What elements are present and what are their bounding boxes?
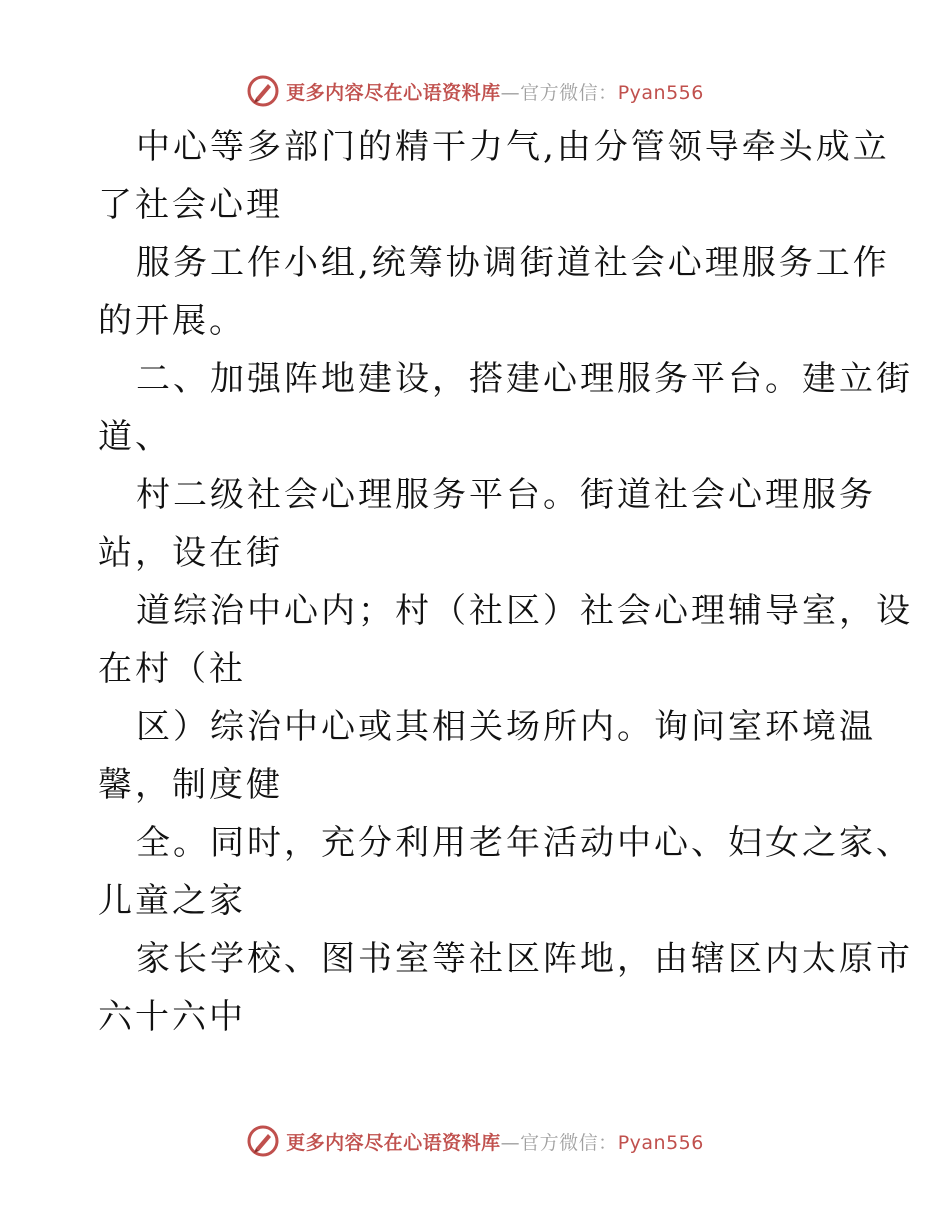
header-watermark <box>0 71 950 111</box>
text-line: 全。同时，充分利用老年活动中心、妇女之家、 <box>136 823 913 863</box>
text-line: 道、 <box>98 417 172 457</box>
text-line: 在村（社 <box>98 649 246 689</box>
watermark-separator: — <box>500 81 521 104</box>
watermark-text <box>286 1128 704 1155</box>
text-line: 区）综治中心或其相关场所内。询问室环境温 <box>136 707 876 747</box>
text-line: 中心等多部门的精干力气,由分管领导牵头成立 <box>136 127 890 167</box>
watermark-separator: — <box>500 1131 521 1154</box>
text-line: 儿童之家 <box>98 881 246 921</box>
watermark-wechat-id: Pyan556 <box>617 1131 704 1154</box>
footer-watermark <box>0 1121 950 1161</box>
text-line: 道综治中心内；村（社区）社会心理辅导室，设 <box>136 591 913 631</box>
text-line: 的开展。 <box>98 301 246 341</box>
watermark-text <box>286 78 704 105</box>
text-line: 村二级社会心理服务平台。街道社会心理服务 <box>136 475 876 515</box>
text-line: 服务工作小组,统筹协调街道社会心理服务工作 <box>136 243 890 283</box>
text-line: 站，设在街 <box>98 533 283 573</box>
watermark-wechat-label: 官方微信： <box>520 81 618 104</box>
pen-logo-icon <box>246 1124 280 1158</box>
text-line: 家长学校、图书室等社区阵地，由辖区内太原市 <box>136 939 913 979</box>
pen-logo-icon <box>246 74 280 108</box>
text-line: 二、加强阵地建设，搭建心理服务平台。建立街 <box>136 359 913 399</box>
watermark-wechat-label: 官方微信： <box>520 1131 618 1154</box>
watermark-brand: 更多内容尽在心语资料库 <box>286 1131 501 1154</box>
text-line: 了社会心理 <box>98 185 283 225</box>
watermark-wechat-id: Pyan556 <box>617 81 704 104</box>
watermark-brand: 更多内容尽在心语资料库 <box>286 81 501 104</box>
text-line: 六十六中 <box>98 997 246 1037</box>
document-body <box>98 118 913 1046</box>
text-line: 馨，制度健 <box>98 765 283 805</box>
